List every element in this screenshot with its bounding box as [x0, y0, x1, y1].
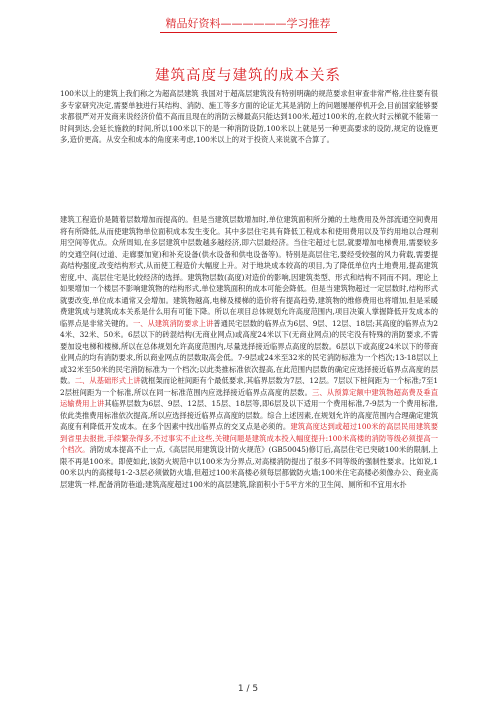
page-header: [0, 12, 496, 33]
body-text-4: 其临界层数为6层、9层、12层、15层、18层等,即6层及以下适用一个费用标准,7-9层为一个费用标准,依此类推费用标准依次提高,所以应选择接近临界点高度的层数。综合上述因素,在规划允许的高度范围内合理确定建筑高度有利降低开发成本。在多个因素中找出临界点的交叉点是必须的。: [60, 399, 439, 431]
highlight-text: 建筑高度达到或超过100米的高层民用建筑要到省里去报批,手续繁杂得多,不过事实不止这些,关键问题是建筑成本投入幅度提升:100米高楼的消防等级必须提高一个档次。: [60, 422, 438, 454]
section-heading-budget: 三、从预算定额中建筑物超高费及垂直运输费用上讲: [60, 387, 439, 408]
body-text-3: 就框架而论桩间距有个最低要求,其临界层数为7层、12层。7层以下桩间距为一个标准;7至12层桩间距为一个标准,所以在同一标准范围内应选择接近临界点高度的层数。: [60, 376, 438, 397]
intro-paragraph: 100米以上的建筑上我们称之为超高层建筑 我国对于超高层建筑没有特别明确的规范要求但审查非常严格,往往要有很多专家研究决定,需要单独进行其结构、消防、施工等多方面的论证尤其是消防上的问题屡屡停机开会,目前国家能够要求都很严对开发商来说经济价值不高而且现在的消防云梯最高只能达到100米,超过100米的,在救火时云梯就不能第一时间到达,会延长施救的时间,所以100米以下的是一种消防设防,100米以上就是另一种更高要求的设防,规定的设施更多,造价更高。从安全和成本的角度来考虑,100米以上的对于投资人来说就不合算了。: [60, 89, 438, 144]
body-text-1: 建筑工程造价是随着层数增加而提高的。但是当建筑层数增加时,单位建筑面积所分摊的土地费用及外部流通空间费用将有所降低,从而使建筑物单位面积成本发生变化。其中多层住宅具有降低工程成本和使用费用以及节约用地以合理利用空间等优点。众所周知,在多层建筑中层数越多越经济,即六层最经济。当住宅超过七层,就要增加电梯费用,需要较多的交通空间(过道、走廊要加宽)和补充设备(供水设备和供电设备等)。特别是高层住宅,要经受较强的风力荷载,需要提高结构强度,改变结构形式,从而使工程造价大幅度上升。对于地块成本较高的项目,为了降低单位内土地费用,提高建筑密度,中、高层住宅是比较经济的选择。建筑物层数(高度)对造价的影响,因建筑类型、形式和结构不同而不同。理论上如果增加一个楼层不影响建筑物的结构形式,单位建筑面积的成本可能会降低。但是当建筑物超过一定层数时,结构形式就要改变,单位成本通常又会增加。建筑物越高,电梯及楼梯的造价将有提高趋势,建筑物的维修费用也将增加,但是采暖费建筑成与建筑成本关系是什么用有可能下降。所以在项目总体规划允许高度范围内,项目决策人掌握降低开发成本的临界点是非常关键的。: [60, 215, 438, 328]
document-title: 建筑高度与建筑的成本关系: [155, 68, 341, 84]
body-text-2: 普通民宅层数的临界点为6层、9层、12层、18层;其高度的临界点为24米、32米、50米。6层以下的砖混结构(无商业网点)或高度24米以下(无商业网点)的民宅没有特殊的消防要求,不需要加设电梯和楼梯,所以在总体规划允许高度范围内,尽量选择接近临界点高度的层数。6层以下或高度24米以下的带商业网点的均有消防要求,所以商业网点的层数取高会低。7-9层或24米至32米的民宅消防标准为一个档次;13-18层以上或32米至50米的民宅消防标准为一个档次;以此类推标准依次提高,在此范围内层数的确定应选择接近临界点高度的层数。: [60, 318, 438, 385]
section-heading-foundation: 二、从基础形式上讲: [74, 376, 141, 385]
body-text-5: 消防成本提高不止一点,《高层民用建筑设计防火规范》(GB50045)修订后,高层住宅已突破100米的限制,上限不再是100米。即使如此,该防火规范中以100米为分界点,对高楼消防提出了很多不同等级的强制性要求。比如说,100米以内的高楼每1-2-3层必须做防火墙,但超过100米高楼必须每层都做防火墙;100米住宅高楼必须像办公、商业高层建筑一样,配备消防巷道;建筑高度超过100米的高层建筑,除面积小于5平方米的卫生间、厕所和不宜用水扑: [60, 445, 439, 489]
body-paragraph: [60, 214, 438, 490]
page-number: 1 / 5: [237, 684, 259, 694]
header-text: 精品好资料——————学习推荐: [160, 15, 337, 33]
section-heading-fire: 一、从建筑消防要求上讲: [132, 318, 214, 328]
